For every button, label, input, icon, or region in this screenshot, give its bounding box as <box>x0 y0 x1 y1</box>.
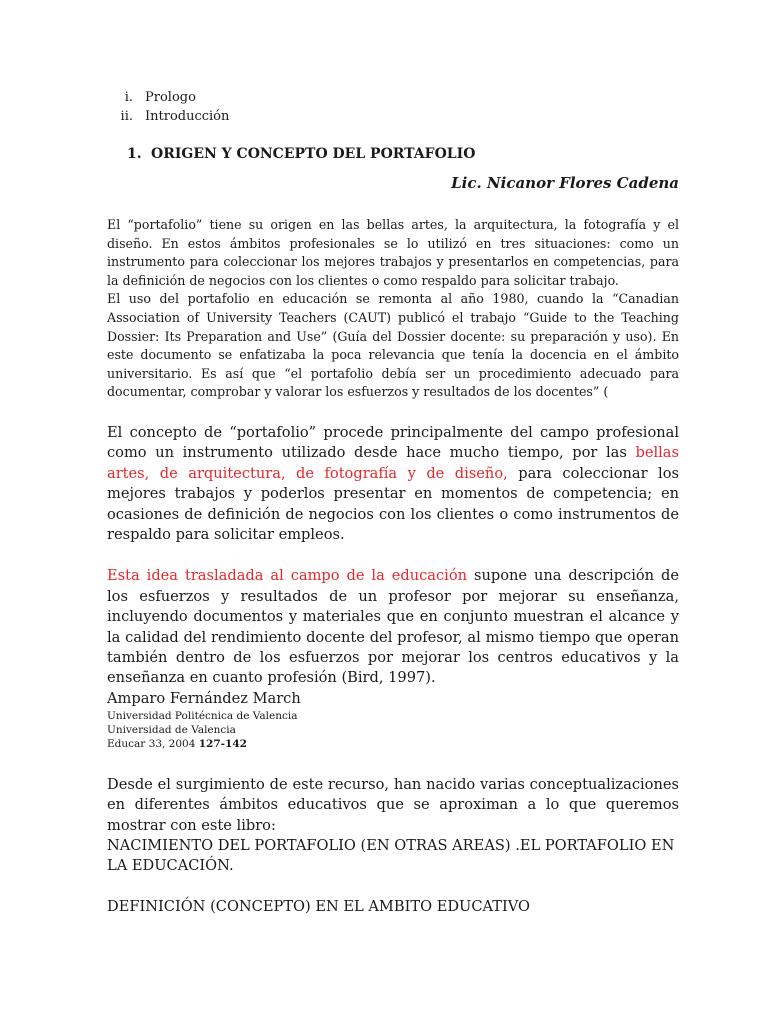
section-heading <box>127 146 679 162</box>
highlighted-text: Esta idea trasladada al campo de la educación <box>107 567 468 585</box>
toc-item-number: i. <box>124 90 133 105</box>
toc-item <box>107 107 679 126</box>
document-page <box>107 88 679 917</box>
citation-source <box>107 737 679 751</box>
highlighted-text: bellas artes, de arquitectura, de fotografía y de diseño, <box>107 444 679 482</box>
section-title-birth: NACIMIENTO DEL PORTAFOLIO (EN OTRAS AREAS) .EL PORTAFOLIO EN LA EDUCACIÓN. <box>107 837 675 875</box>
citation-author: Amparo Fernández March <box>107 689 301 707</box>
toc-item <box>107 88 679 107</box>
toc-item-label: Prologo <box>145 90 196 105</box>
toc-item-label: Introducción <box>145 109 230 124</box>
paragraph-concept <box>107 423 679 545</box>
citation-affiliation: Universidad Politécnica de Valencia <box>107 709 298 722</box>
section-title-definition: DEFINICIÓN (CONCEPTO) EN EL AMBITO EDUCATIVO <box>107 897 531 915</box>
author-line: Lic. Nicanor Flores Cadena <box>451 174 679 192</box>
citation-affiliation: Universidad de Valencia <box>107 723 236 736</box>
citation-pages: 127-142 <box>198 737 247 750</box>
toc-item-number: ii. <box>120 109 133 124</box>
citation-journal: Educar 33, 2004 <box>107 737 199 750</box>
paragraph-origin: El “portafolio” tiene su origen en las bellas artes, la arquitectura, la fotografía y el diseño. En estos ámbitos profesionales se lo utilizó en tres situaciones: como un instrumento para coleccionar los mejores trabajos y presentarlos en competencias, para la definición de negocios con los clientes o como respaldo para solicitar trabajo. <box>107 217 679 288</box>
paragraph-text: para coleccionar los mejores trabajos y poderlos presentar en momentos de competencia; en ocasiones de definición de negocios con los clientes o como instrumentos de respaldo para solicitar empleos. <box>107 464 679 543</box>
paragraph-education-history: El uso del portafolio en educación se remonta al año 1980, cuando la “Canadian Association of University Teachers (CAUT) publicó el trabajo “Guide to the Teaching Dossier: Its Preparation and Use” (Guía del Dossier docente: su preparación y uso). En este documento se enfatizaba la poca relevancia que tenía la docencia en el ámbito universitario. Es así que “el portafolio debía ser un procedimiento adecuado para documentar, comprobar y valorar los esfuerzos y resultados de los docentes” ( <box>107 291 679 400</box>
paragraph-text: supone una descripción de los esfuerzos y resultados de un profesor por mejorar su enseñanza, incluyendo documentos y materiales que en conjunto muestran el alcance y la calidad del rendimiento docente del profesor, al mismo tiempo que operan también dentro de los esfuerzos por mejorar los centros educativos y la enseñanza en cuanto profesión (Bird, 1997). <box>107 567 679 687</box>
table-of-contents <box>107 88 679 126</box>
section-heading-title: ORIGEN Y CONCEPTO DEL PORTAFOLIO <box>151 146 476 162</box>
section-heading-number: 1. <box>127 146 142 162</box>
paragraph-conceptualizations: Desde el surgimiento de este recurso, han nacido varias conceptualizaciones en diferentes ámbitos educativos que se aproximan a lo que queremos mostrar con este libro: <box>107 775 679 834</box>
citation-signature <box>107 689 679 751</box>
paragraph-education-idea <box>107 566 679 688</box>
paragraph-text: El concepto de “portafolio” procede principalmente del campo profesional como un instrumento utilizado desde hace mucho tiempo, por las <box>107 423 679 462</box>
